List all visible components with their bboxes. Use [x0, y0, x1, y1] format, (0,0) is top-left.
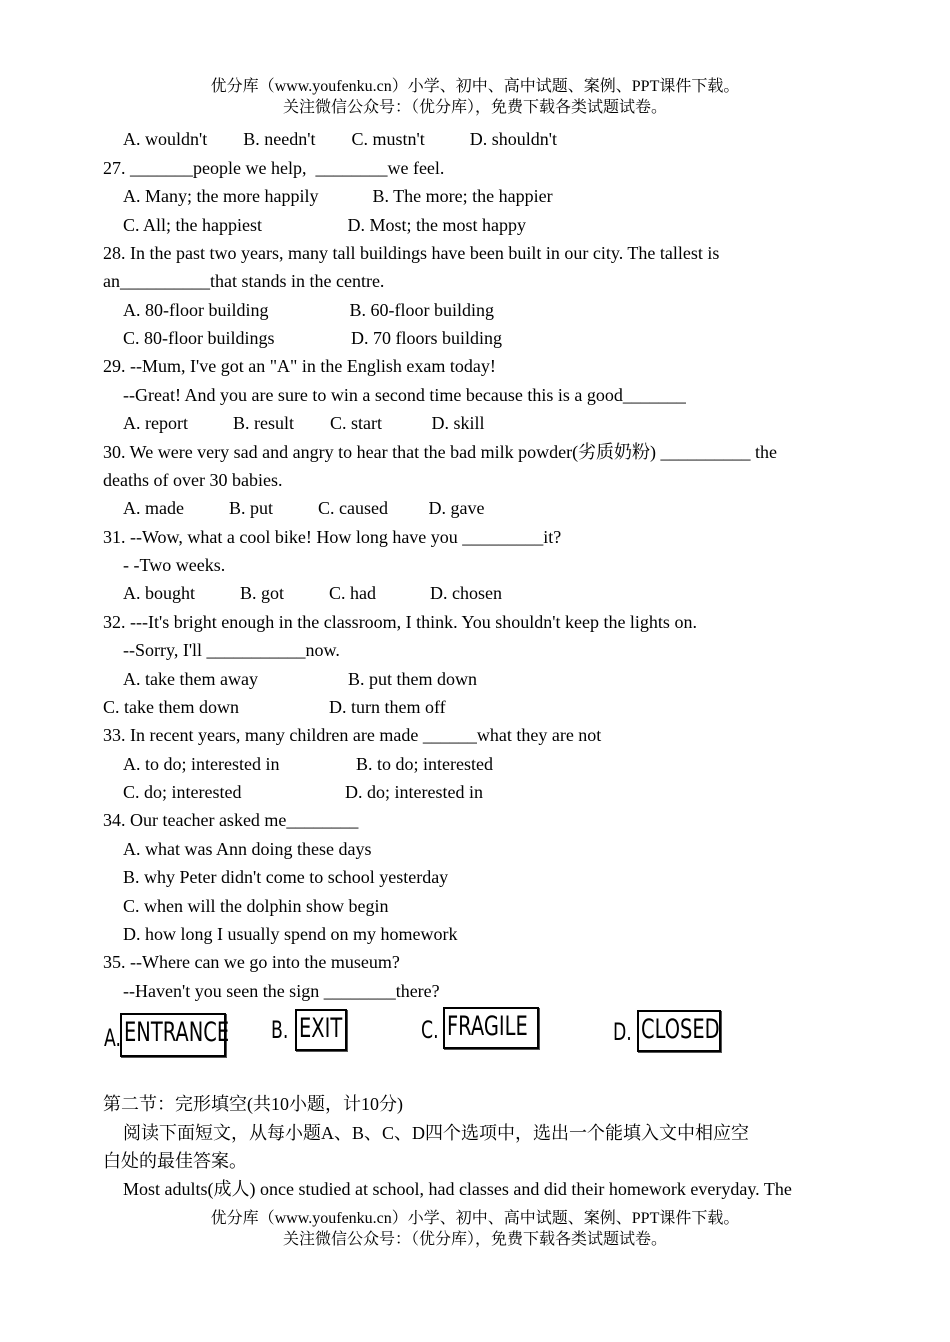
q34-option-b: B. why Peter didn't come to school yesterday — [123, 867, 449, 887]
sign-c-letter: C. — [421, 1016, 439, 1044]
q32-stem-1: 32. ---It's bright enough in the classroom, I think. You shouldn't keep the lights on. — [103, 612, 697, 632]
sign-entrance — [120, 1013, 230, 1057]
passage-line-1: Most adults(成人) once studied at school, had classes and did their homework everyday. The — [123, 1179, 792, 1199]
q31-stem-1: 31. --Wow, what a cool bike! How long have you _________it? — [103, 527, 562, 547]
q30-stem-1: 30. We were very sad and angry to hear that the bad milk powder(劣质奶粉) __________ the — [103, 442, 778, 462]
q35-stem-2: --Haven't you seen the sign ________there? — [123, 981, 440, 1001]
q34-stem: 34. Our teacher asked me________ — [103, 810, 359, 830]
sign-exit-text: EXIT — [299, 1013, 343, 1044]
sign-fragile-text: FRAGILE — [447, 1011, 528, 1042]
q33-options-cd: C. do; interested D. do; interested in — [123, 782, 483, 802]
q30-stem-2: deaths of over 30 babies. — [103, 470, 283, 490]
q32-stem-2: --Sorry, I'll ___________now. — [123, 640, 340, 660]
header-line-2: 关注微信公众号：（优分库），免费下载各类试题试卷。 — [282, 99, 667, 116]
header-line-1: 优分库（www.youfenku.cn）小学、初中、高中试题、案例、PPT课件下载。 — [210, 78, 740, 95]
q32-options-ab: A. take them away B. put them down — [123, 669, 477, 689]
footer-line-2: 关注微信公众号：（优分库），免费下载各类试题试卷。 — [282, 1231, 667, 1248]
sign-entrance-text: ENTRANCE — [124, 1017, 230, 1048]
footer-line-1: 优分库（www.youfenku.cn）小学、初中、高中试题、案例、PPT课件下载。 — [210, 1210, 740, 1227]
q27-options-ab: A. Many; the more happily B. The more; the happier — [123, 186, 553, 206]
sign-exit — [295, 1009, 347, 1051]
q34-option-d: D. how long I usually spend on my homework — [123, 924, 458, 944]
q34-option-a: A. what was Ann doing these days — [123, 839, 372, 859]
section-2-title: 第二节：完形填空(共10小题，计10分) — [103, 1094, 403, 1114]
q34-option-c: C. when will the dolphin show begin — [123, 896, 389, 916]
q30-options: A. made B. put C. caused D. gave — [123, 498, 485, 518]
q28-stem-2: an__________that stands in the centre. — [103, 271, 385, 291]
sign-a-letter: A. — [104, 1024, 122, 1052]
q28-stem-1: 28. In the past two years, many tall buildings have been built in our city. The tallest is — [103, 243, 720, 263]
section-2-instructions-1: 阅读下面短文，从每小题A、B、C、D四个选项中，选出一个能填入文中相应空 — [123, 1123, 750, 1143]
q29-stem-2: --Great! And you are sure to win a second time because this is a good_______ — [123, 385, 686, 405]
section-2-instructions-2: 白处的最佳答案。 — [103, 1151, 247, 1171]
q31-options: A. bought B. got C. had D. chosen — [123, 583, 502, 603]
q33-stem: 33. In recent years, many children are made ______what they are not — [103, 725, 602, 745]
sign-b-letter: B. — [271, 1016, 289, 1044]
q29-stem-1: 29. --Mum, I've got an "A" in the English exam today! — [103, 356, 496, 376]
q32-options-cd: C. take them down D. turn them off — [103, 697, 446, 717]
sign-fragile — [443, 1007, 539, 1049]
q27-stem: 27. _______people we help, ________we feel. — [103, 158, 445, 178]
q33-options-ab: A. to do; interested in B. to do; interested — [123, 754, 493, 774]
q29-options: A. report B. result C. start D. skill — [123, 413, 485, 433]
q35-stem-1: 35. --Where can we go into the museum? — [103, 952, 400, 972]
sign-d-letter: D. — [613, 1018, 632, 1046]
q31-stem-2: - -Two weeks. — [123, 555, 226, 575]
sign-closed-text: CLOSED — [641, 1014, 720, 1045]
sign-closed — [637, 1010, 721, 1052]
q26-options: A. wouldn't B. needn't C. mustn't D. shouldn't — [123, 129, 557, 149]
q28-options-cd: C. 80-floor buildings D. 70 floors building — [123, 328, 502, 348]
q28-options-ab: A. 80-floor building B. 60-floor building — [123, 300, 494, 320]
q27-options-cd: C. All; the happiest D. Most; the most happy — [123, 215, 526, 235]
